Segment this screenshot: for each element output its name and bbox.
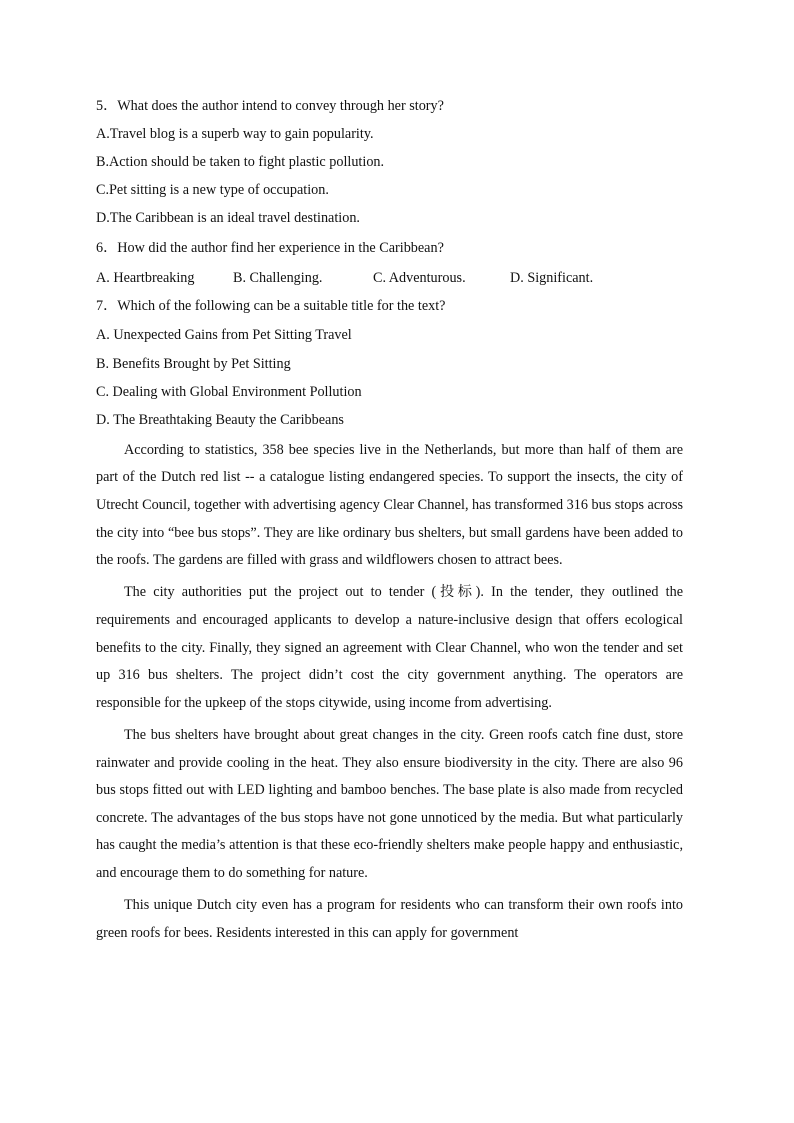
question-6-stem: 6．How did the author find her experience in the Caribbean? — [96, 239, 444, 256]
reading-passage — [96, 437, 683, 947]
question-5-option-a: A.Travel blog is a superb way to gain popularity. — [96, 126, 374, 143]
question-6-option-a: A. Heartbreaking — [96, 269, 195, 286]
question-5 — [96, 97, 683, 227]
question-7-stem: 7．Which of the following can be a suitable title for the text? — [96, 297, 446, 314]
question-6-options — [96, 269, 683, 287]
question-6 — [96, 239, 683, 287]
passage-paragraph-1: According to statistics, 358 bee species live in the Netherlands, but more than half of them are part of the Dutch red list -- a catalogue listing endangered species. To support the insects, the city of Utrecht Council, together with advertising agency Clear Channel, has transformed 316 bus stops across the city into “bee bus stops”. They are like ordinary bus shelters, but small gardens have been added to the roofs. The gardens are filled with grass and wildflowers chosen to attract bees. — [96, 441, 683, 569]
question-7 — [96, 297, 683, 429]
question-7-option-d: D. The Breathtaking Beauty the Caribbeans — [96, 411, 344, 428]
question-5-option-b: B.Action should be taken to fight plastic pollution. — [96, 154, 385, 171]
passage-paragraph-4: This unique Dutch city even has a program for residents who can transform their own roofs into green roofs for bees. Residents interested in this can apply for government — [96, 897, 683, 941]
exam-page — [96, 94, 683, 947]
question-6-option-c: C. Adventurous. — [373, 269, 466, 286]
question-7-option-b: B. Benefits Brought by Pet Sitting — [96, 355, 291, 372]
question-5-option-c: C.Pet sitting is a new type of occupation. — [96, 182, 329, 199]
question-6-option-d: D. Significant. — [510, 269, 594, 286]
question-7-option-a: A. Unexpected Gains from Pet Sitting Travel — [96, 327, 352, 344]
question-5-option-d: D.The Caribbean is an ideal travel destination. — [96, 210, 360, 227]
question-6-option-b: B. Challenging. — [233, 269, 323, 286]
question-5-stem: 5．What does the author intend to convey through her story? — [96, 98, 444, 114]
question-7-option-c: C. Dealing with Global Environment Pollution — [96, 383, 362, 400]
passage-paragraph-3: The bus shelters have brought about great changes in the city. Green roofs catch fine dust, store rainwater and provide cooling in the heat. They also ensure biodiversity in the city. There are also 96 bus stops fitted out with LED lighting and bamboo benches. The base plate is also made from recycled concrete. The advantages of the bus stops have not gone unnoticed by the media. But what particularly has caught the media’s attention is that these eco-friendly shelters make people happy and enthusiastic, and encourage them to do something for nature. — [96, 727, 683, 881]
passage-paragraph-2: The city authorities put the project out to tender (投标). In the tender, they outlined the requirements and encouraged applicants to develop a nature-inclusive design that offers ecological benefits to the city. Finally, they signed an agreement with Clear Channel, who won the tender and set up 316 bus shelters. The project didn’t cost the city government anything. The operators are responsible for the upkeep of the stops citywide, using income from advertising. — [96, 584, 683, 711]
